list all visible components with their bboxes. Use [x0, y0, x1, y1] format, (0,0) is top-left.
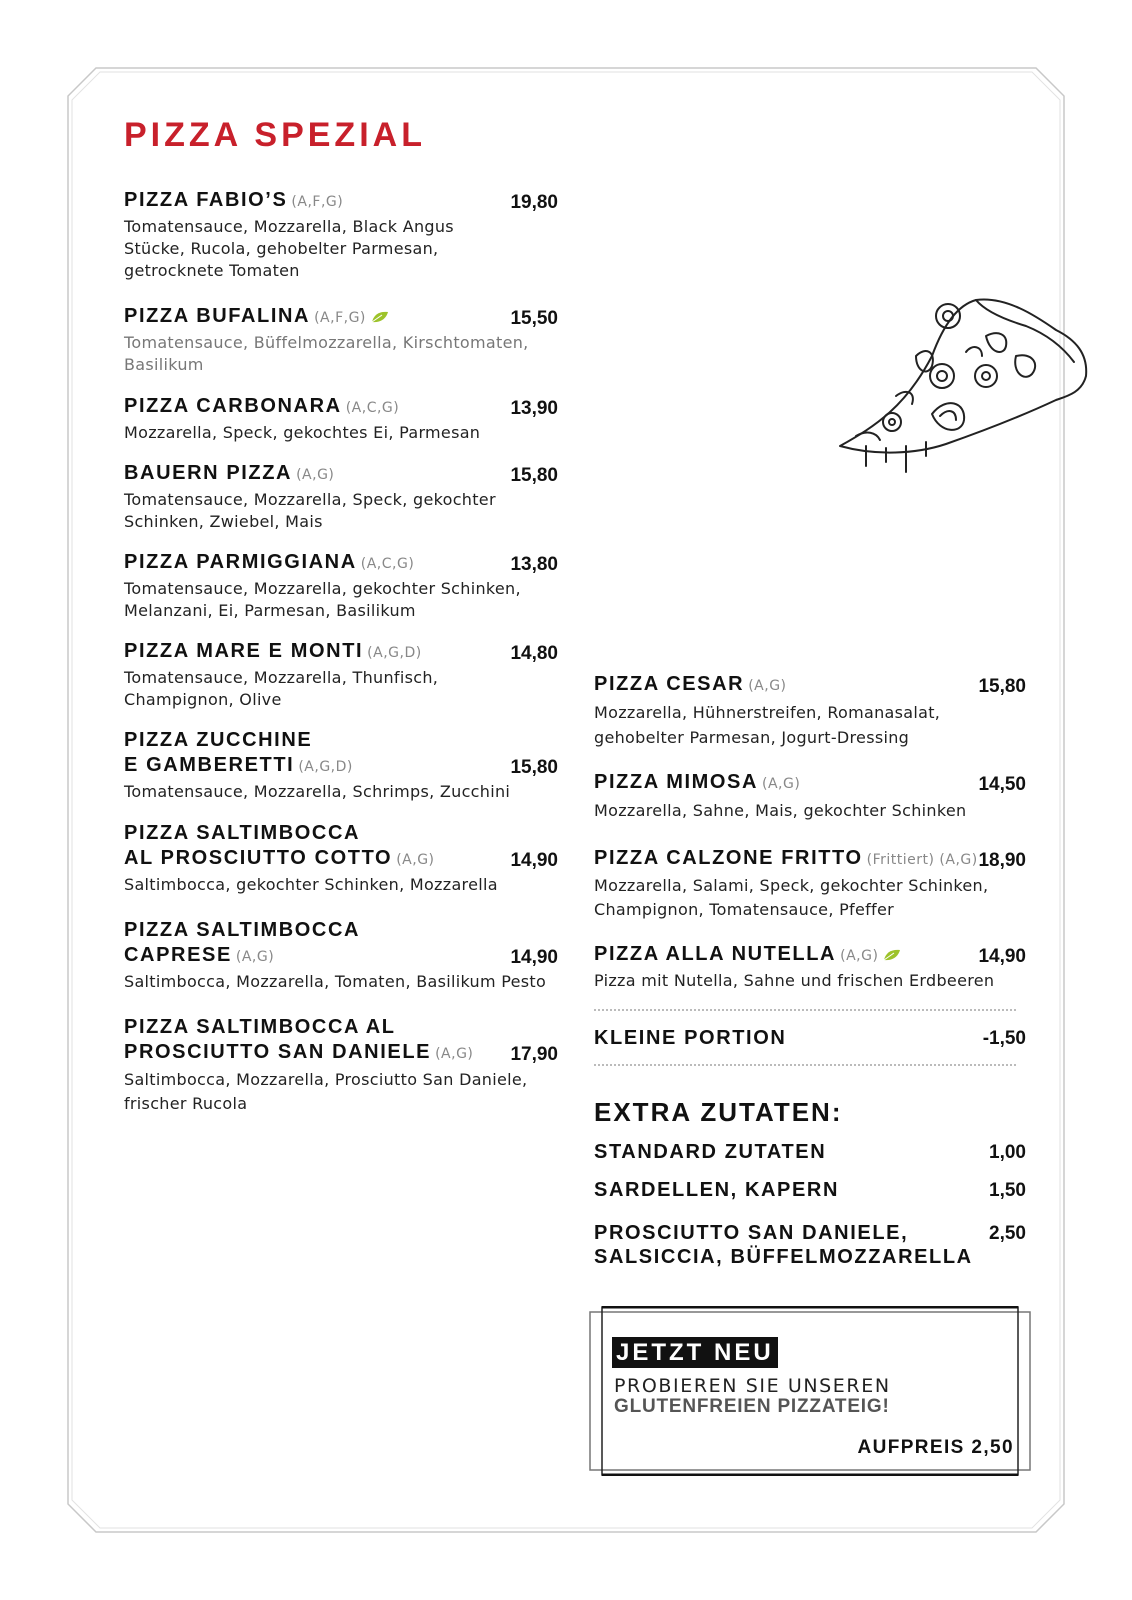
extra-price: 1,50 — [989, 1180, 1026, 1201]
item-desc-line: gehobelter Parmesan, Jogurt-Dressing — [594, 728, 910, 747]
item-name: AL PROSCIUTTO COTTO — [124, 847, 393, 869]
menu-item-nutella — [594, 942, 1026, 992]
vegetarian-leaf-icon — [370, 310, 390, 324]
extras-title: EXTRA ZUTATEN: — [594, 1097, 843, 1127]
dotted-divider — [594, 1064, 1016, 1066]
item-allergens: (A,G,D) — [298, 759, 353, 775]
item-price: 13,90 — [510, 398, 558, 419]
item-desc-line: Melanzani, Ei, Parmesan, Basilikum — [124, 601, 416, 620]
menu-item-parmiggiana — [124, 550, 558, 622]
item-name: PIZZA ALLA NUTELLA — [594, 943, 837, 965]
item-name: CAPRESE — [124, 944, 232, 966]
pizza-slice-illustration — [836, 296, 1096, 486]
promo-surcharge: AUFPREIS 2,50 — [857, 1437, 1014, 1458]
item-name: E GAMBERETTI — [124, 754, 295, 776]
extra-price: 1,00 — [989, 1142, 1026, 1163]
menu-item-calzone-fritto — [594, 846, 1026, 922]
item-desc-line: Champignon, Olive — [124, 690, 282, 709]
vegetarian-leaf-icon — [882, 948, 902, 962]
promo-line2: GLUTENFREIEN PIZZATEIG! — [614, 1396, 890, 1417]
item-allergens: (Frittiert) (A,G) — [866, 852, 978, 868]
item-name: PIZZA CALZONE FRITTO — [594, 847, 863, 869]
item-price: 15,50 — [510, 308, 558, 329]
menu-item-saltimbocca-caprese — [124, 918, 558, 993]
item-name: PIZZA FABIO’S — [124, 189, 288, 211]
extra-price: 2,50 — [989, 1223, 1026, 1244]
item-name-line1: PIZZA SALTIMBOCCA — [124, 822, 361, 844]
item-desc-line: Pizza mit Nutella, Sahne und frischen Erdbeeren — [594, 971, 995, 990]
menu-item-mimosa — [594, 770, 1026, 822]
item-allergens: (A,G,D) — [367, 645, 422, 661]
menu-item-carbonara — [124, 394, 558, 444]
small-portion-label: KLEINE PORTION — [594, 1027, 787, 1049]
menu-item-bufalina — [124, 304, 558, 376]
item-desc-line: Stücke, Rucola, gehobelter Parmesan, — [124, 239, 439, 258]
item-price: 18,90 — [978, 850, 1026, 871]
item-name: PIZZA CESAR — [594, 673, 745, 695]
item-allergens: (A,G) — [748, 678, 787, 694]
item-desc-line: Basilikum — [124, 355, 204, 374]
menu-item-cesar — [594, 672, 1026, 750]
extra-label: STANDARD ZUTATEN — [594, 1141, 827, 1163]
item-name: PIZZA CARBONARA — [124, 395, 342, 417]
item-allergens: (A,G) — [840, 948, 879, 964]
menu-item-saltimbocca-cotto — [124, 821, 558, 896]
menu-item-zucchine-gamberetti — [124, 728, 558, 803]
item-desc-line: Tomatensauce, Mozzarella, Black Angus — [124, 217, 454, 236]
extra-label: SARDELLEN, KAPERN — [594, 1179, 839, 1201]
item-desc-line: getrocknete Tomaten — [124, 261, 300, 280]
item-price: 15,80 — [510, 757, 558, 778]
extra-row — [594, 1140, 1026, 1165]
item-desc-line: Mozzarella, Salami, Speck, gekochter Schinken, — [594, 876, 989, 895]
item-allergens: (A,G) — [762, 776, 801, 792]
extra-label-line2: SALSICCIA, BÜFFELMOZZARELLA — [594, 1246, 973, 1268]
item-name: BAUERN PIZZA — [124, 462, 293, 484]
item-desc-line: Saltimbocca, Mozzarella, Prosciutto San Daniele, — [124, 1070, 528, 1089]
item-price: 14,90 — [510, 850, 558, 871]
extra-row — [594, 1221, 1026, 1269]
item-name: PIZZA MARE E MONTI — [124, 640, 364, 662]
item-name-line1: PIZZA SALTIMBOCCA — [124, 919, 361, 941]
item-desc-line: Saltimbocca, Mozzarella, Tomaten, Basilikum Pesto — [124, 972, 547, 991]
dotted-divider — [594, 1009, 1016, 1011]
item-desc-line: Schinken, Zwiebel, Mais — [124, 512, 323, 531]
item-price: 14,90 — [510, 947, 558, 968]
item-price: 15,80 — [510, 465, 558, 486]
item-name-line1: PIZZA ZUCCHINE — [124, 729, 313, 751]
item-allergens: (A,G) — [435, 1046, 474, 1062]
promo-badge: JETZT NEU — [612, 1337, 778, 1368]
page-title: PIZZA SPEZIAL — [124, 116, 426, 154]
small-portion-row — [594, 1026, 1026, 1051]
item-name: PROSCIUTTO SAN DANIELE — [124, 1041, 432, 1063]
small-portion-price: -1,50 — [982, 1028, 1026, 1049]
item-desc-line: Saltimbocca, gekochter Schinken, Mozzarella — [124, 875, 498, 894]
item-name: PIZZA PARMIGGIANA — [124, 551, 357, 573]
item-price: 14,50 — [978, 774, 1026, 795]
item-desc-line: Tomatensauce, Mozzarella, Speck, gekochter — [124, 490, 496, 509]
item-allergens: (A,F,G) — [291, 194, 344, 210]
extra-row — [594, 1178, 1026, 1203]
item-name: PIZZA BUFALINA — [124, 305, 311, 327]
item-desc-line: Mozzarella, Sahne, Mais, gekochter Schinken — [594, 801, 967, 820]
item-allergens: (A,F,G) — [314, 310, 366, 326]
item-desc-line: Tomatensauce, Mozzarella, Thunfisch, — [124, 668, 439, 687]
item-price: 13,80 — [510, 554, 558, 575]
item-desc-line: Mozzarella, Speck, gekochtes Ei, Parmesan — [124, 423, 481, 442]
item-allergens: (A,G) — [235, 949, 275, 965]
menu-item-mare-e-monti — [124, 639, 558, 711]
item-price: 15,80 — [978, 676, 1026, 697]
menu-item-bauern — [124, 461, 558, 533]
item-price: 19,80 — [510, 192, 558, 213]
menu-item-fabios — [124, 188, 558, 282]
menu-item-saltimbocca-san-daniele — [124, 1015, 558, 1116]
item-desc-line: Tomatensauce, Mozzarella, Schrimps, Zucchini — [124, 782, 511, 801]
item-desc-line: frischer Rucola — [124, 1094, 248, 1113]
item-price: 17,90 — [510, 1044, 558, 1065]
item-price: 14,80 — [510, 643, 558, 664]
promo-line1: PROBIEREN SIE UNSEREN — [614, 1375, 891, 1397]
item-desc-line: Tomatensauce, Mozzarella, gekochter Schinken, — [124, 579, 521, 598]
item-allergens: (A,G) — [296, 467, 335, 483]
item-desc-line: Champignon, Tomatensauce, Pfeffer — [594, 900, 895, 919]
item-allergens: (A,C,G) — [345, 400, 400, 416]
item-name: PIZZA MIMOSA — [594, 771, 759, 793]
item-allergens: (A,C,G) — [360, 556, 415, 572]
item-desc-line: Tomatensauce, Büffelmozzarella, Kirschtomaten, — [124, 333, 529, 352]
extra-label-line1: PROSCIUTTO SAN DANIELE, — [594, 1222, 909, 1244]
item-desc-line: Mozzarella, Hühnerstreifen, Romanasalat, — [594, 703, 941, 722]
item-allergens: (A,G) — [396, 852, 435, 868]
item-price: 14,90 — [978, 946, 1026, 967]
item-name-line1: PIZZA SALTIMBOCCA AL — [124, 1016, 396, 1038]
